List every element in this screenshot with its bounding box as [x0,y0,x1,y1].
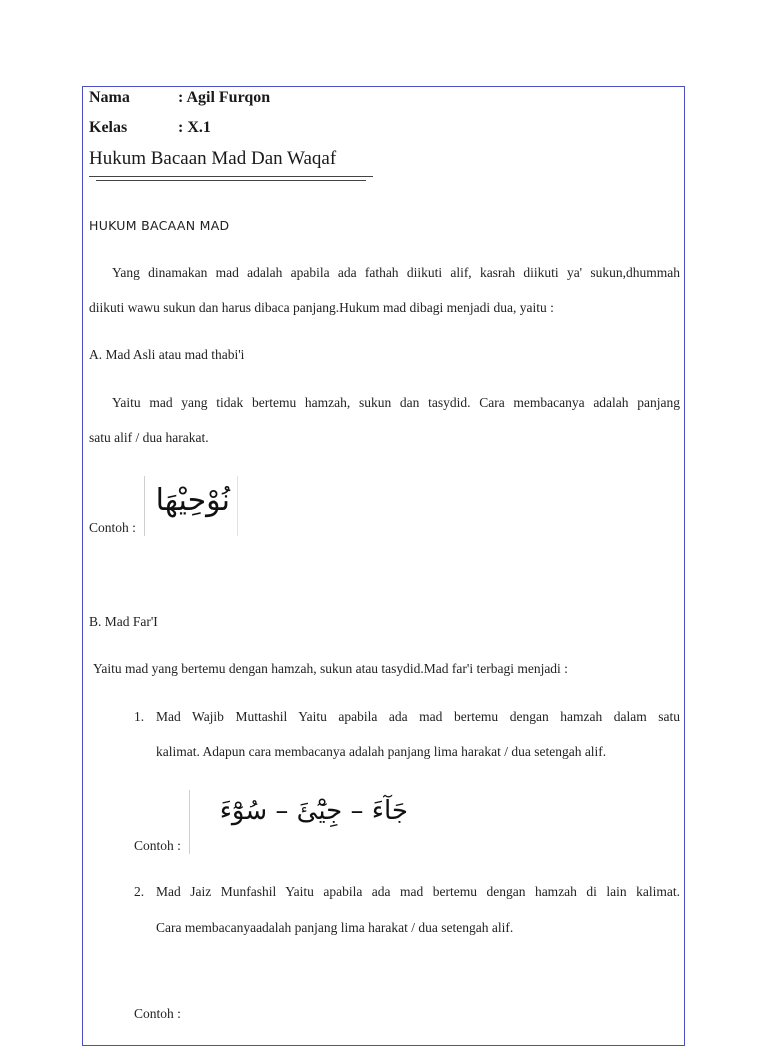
intro-line-1: Yang dinamakan mad adalah apabila ada fathah diikuti alif, kasrah diikuti ya' sukun,dhummah [112,265,680,280]
title-underline-bottom [96,180,366,181]
list-item-2-number: 2. [134,884,145,899]
list-item-2-line-2: Cara membacanyaadalah panjang lima harakat / dua setengah alif. [156,920,514,935]
document-title: Hukum Bacaan Mad Dan Waqaf [89,148,337,169]
mad-fari-desc: Yaitu mad yang bertemu dengan hamzah, sukun atau tasydid.Mad far'i terbagi menjadi : [93,661,568,676]
section-heading-mad: HUKUM BACAAN MAD [89,218,230,233]
title-underline-top [89,176,373,177]
mad-asli-example-arabic: نُوْحِيْهَا [155,483,230,518]
mad-asli-desc-line-2: satu alif / dua harakat. [89,430,209,445]
mad-fari-heading: B. Mad Far'I [89,614,158,629]
intro-line-2: diikuti wawu sukun dan harus dibaca panjang.Hukum mad dibagi menjadi dua, yaitu : [89,300,554,315]
list-item-1-example-arabic: جَآءَ – جِيْٓئَ – سُوْٓءَ [219,796,408,826]
nama-label: Nama [89,89,130,106]
kelas-value: : X.1 [178,119,211,136]
mad-asli-heading: A. Mad Asli atau mad thabi'i [89,347,245,362]
list-item-1-line-2: kalimat. Adapun cara membacanya adalah panjang lima harakat / dua setengah alif. [156,744,607,759]
list-item-1-number: 1. [134,709,145,724]
kelas-label: Kelas [89,119,128,136]
list-item-2-line-1: Mad Jaiz Munfashil Yaitu apabila ada mad bertemu dengan hamzah di lain kalimat. [156,884,680,899]
list-item-1-line-1: Mad Wajib Muttashil Yaitu apabila ada mad bertemu dengan hamzah dalam satu [156,709,680,724]
list-item-2-example-label: Contoh : [134,1006,181,1021]
nama-value: : Agil Furqon [178,89,271,106]
mad-asli-example-label: Contoh : [89,520,136,535]
mad-asli-desc-line-1: Yaitu mad yang tidak bertemu hamzah, sukun dan tasydid. Cara membacanya adalah panjang [112,395,680,410]
list-item-1-example-label: Contoh : [134,838,181,853]
list-item-1-example-divider [189,790,190,854]
